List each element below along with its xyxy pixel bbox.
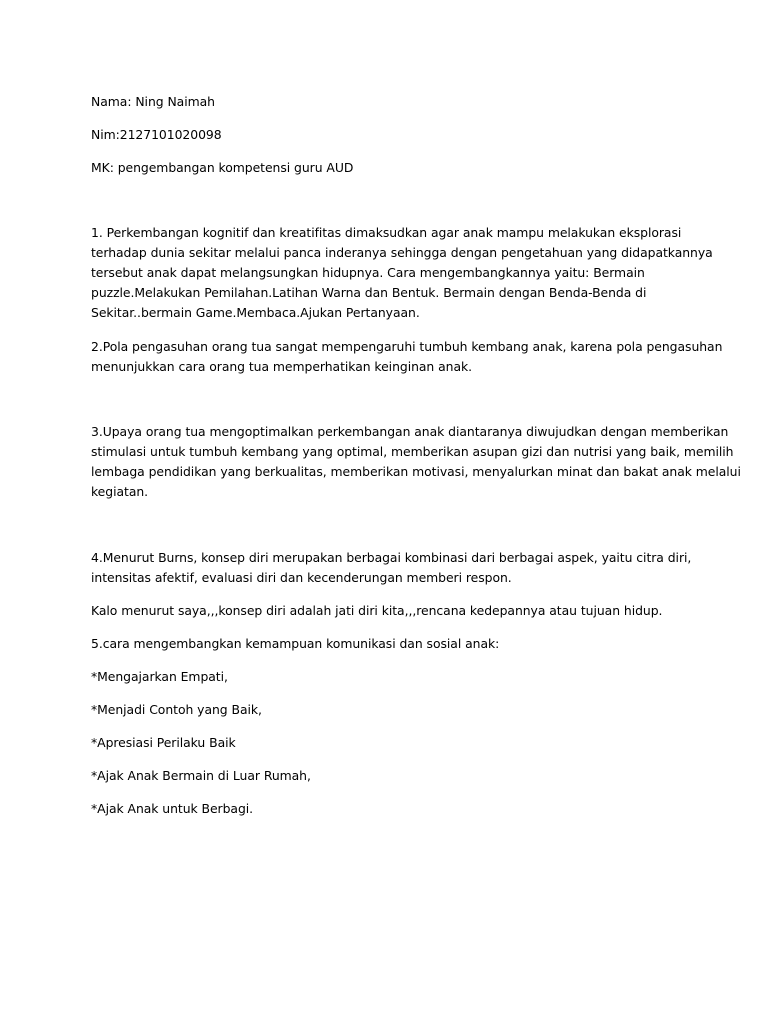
answer-4-line: intensitas afektif, evaluasi diri dan kecenderungan memberi respon.	[91, 570, 512, 585]
answer-3-line: stimulasi untuk tumbuh kembang yang optimal, memberikan asupan gizi dan nutrisi yang baik, memilih	[91, 444, 734, 459]
answer-3-line: 3.Upaya orang tua mengoptimalkan perkembangan anak diantaranya diwujudkan dengan memberikan	[91, 424, 729, 439]
answer-1-line: Sekitar..bermain Game.Membaca.Ajukan Pertanyaan.	[91, 305, 420, 320]
answer-5-intro: 5.cara mengembangkan kemampuan komunikasi dan sosial anak:	[91, 636, 500, 651]
answer-5-item: *Ajak Anak untuk Berbagi.	[91, 801, 254, 816]
answer-4-opinion: Kalo menurut saya,,,konsep diri adalah jati diri kita,,,rencana kedepannya atau tujuan hidup.	[91, 603, 663, 618]
answer-2-line: 2.Pola pengasuhan orang tua sangat mempengaruhi tumbuh kembang anak, karena pola pengasuhan	[91, 339, 723, 354]
answer-1-line: 1. Perkembangan kognitif dan kreatifitas dimaksudkan agar anak mampu melakukan eksplorasi	[91, 225, 682, 240]
answer-5-item: *Mengajarkan Empati,	[91, 669, 228, 684]
answer-4-line: 4.Menurut Burns, konsep diri merupakan berbagai kombinasi dari berbagai aspek, yaitu citra diri,	[91, 550, 692, 565]
student-name: Nama: Ning Naimah	[91, 94, 215, 109]
answer-1-line: tersebut anak dapat melangsungkan hidupnya. Cara mengembangkannya yaitu: Bermain	[91, 265, 645, 280]
answer-3-line: kegiatan.	[91, 484, 149, 499]
answer-1-line: puzzle.Melakukan Pemilahan.Latihan Warna dan Bentuk. Bermain dengan Benda-Benda di	[91, 285, 647, 300]
answer-1-line: terhadap dunia sekitar melalui panca inderanya sehingga dengan pengetahuan yang didapatkannya	[91, 245, 713, 260]
answer-3-line: lembaga pendidikan yang berkualitas, memberikan motivasi, menyalurkan minat dan bakat anak melalui	[91, 464, 741, 479]
answer-5-item: *Menjadi Contoh yang Baik,	[91, 702, 262, 717]
answer-2-line: menunjukkan cara orang tua memperhatikan keinginan anak.	[91, 359, 473, 374]
course-name: MK: pengembangan kompetensi guru AUD	[91, 160, 354, 175]
answer-5-item: *Ajak Anak Bermain di Luar Rumah,	[91, 768, 311, 783]
answer-5-item: *Apresiasi Perilaku Baik	[91, 735, 236, 750]
student-nim: Nim:2127101020098	[91, 127, 222, 142]
